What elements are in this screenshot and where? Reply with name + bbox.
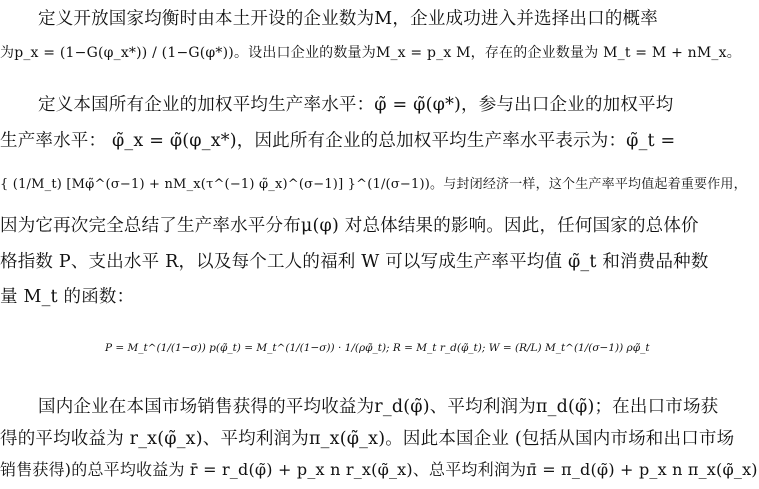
paragraph-3-line-3: 销售获得)的总平均收益为 r̄ = r_d(φ̃) + p_x n r_x(φ̃_x)、总平均利润为π̄ = π_d(φ̃) + p_x n π_x(φ̃_x) (0, 460, 758, 479)
paragraph-3-line-2: 得的平均收益为 r_x(φ̃_x)、平均利润为π_x(φ̃_x)。因此本国企业 (包括从国内市场和出口市场 (0, 429, 735, 449)
paragraph-1-line-1: 定义开放国家均衡时由本土开设的企业数为M，企业成功进入并选择出口的概率 (38, 9, 658, 29)
paragraph-1-line-2: 为p_x = (1−G(φ_x*)) / (1−G(φ*))。设出口企业的数量为M_x = p_x M，存在的企业数量为 M_t = M + nM_x。 (0, 45, 741, 61)
paragraph-2-line-3: { (1/M_t) [Mφ̃^(σ−1) + nM_x(τ^(−1) φ̃_x)^(σ−1)] }^(1/(σ−1))。与封闭经济一样，这个生产率平均值起着重要作用， (0, 177, 747, 192)
paragraph-2-line-1: 定义本国所有企业的加权平均生产率水平：φ̃ = φ̃(φ*)，参与出口企业的加权平均 (38, 95, 674, 115)
paragraph-3-line-1: 国内企业在本国市场销售获得的平均收益为r_d(φ̃)、平均利润为π_d(φ̃)；在出口市场获 (38, 397, 719, 417)
paragraph-2-line-6: 量 M_t 的函数： (0, 287, 135, 307)
paragraph-2-line-4: 因为它再次完全总结了生产率水平分布μ(φ) 对总体结果的影响。因此，任何国家的总体价 (0, 216, 699, 236)
display-equation: P = M_t^(1/(1−σ)) p(φ̃_t) = M_t^(1/(1−σ)) · 1/(ρφ̃_t); R = M_t r_d(φ̃_t); W = (R/L) M_t^(1/(σ−1)) ρφ̃_t (105, 342, 650, 354)
paragraph-2-line-5: 格指数 P、支出水平 R，以及每个工人的福利 W 可以写成生产率平均值 φ̃_t 和消费品种数 (0, 252, 709, 272)
paragraph-2-line-2: 生产率水平： φ̃_x = φ̃(φ_x*)，因此所有企业的总加权平均生产率水平表示为：φ̃_t = (0, 131, 676, 151)
